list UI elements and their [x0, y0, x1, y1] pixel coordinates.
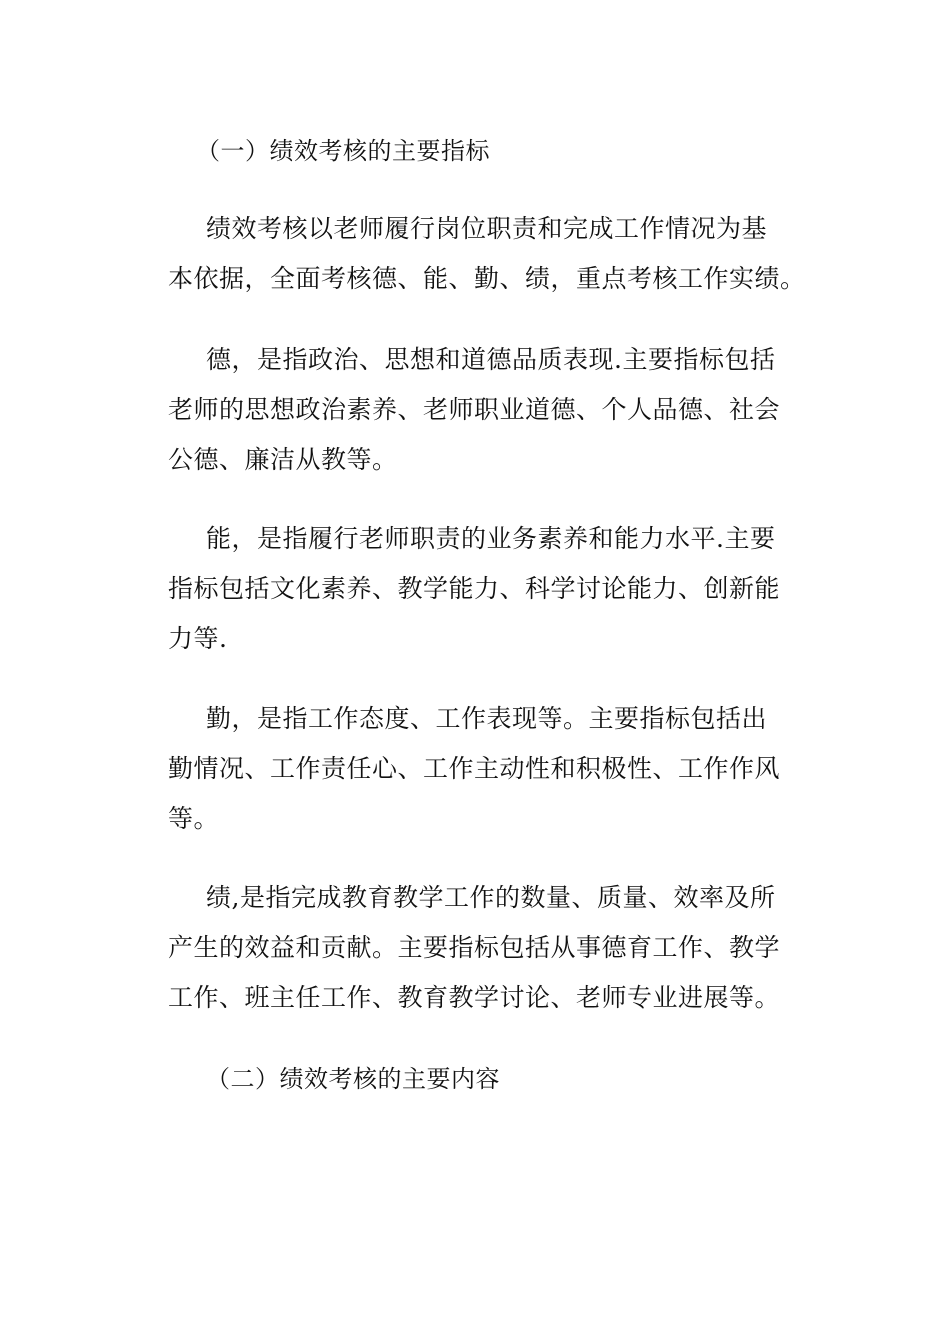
paragraph-1-line-1: 绩效考核以老师履行岗位职责和完成工作情况为基 — [206, 214, 768, 243]
paragraph-4-line-1: 勤，是指工作态度、工作表现等。主要指标包括出 — [206, 704, 768, 733]
paragraph-5-line-1: 绩,是指完成教育教学工作的数量、质量、效率及所 — [206, 883, 776, 912]
paragraph-2-line-2: 老师的思想政治素养、老师职业道德、个人品德、社会 — [168, 395, 781, 424]
paragraph-3-line-1: 能，是指履行老师职责的业务素养和能力水平.主要 — [206, 524, 776, 553]
paragraph-2-line-3: 公德、廉洁从教等。 — [168, 445, 398, 474]
section-heading-1: （一）绩效考核的主要指标 — [196, 137, 490, 165]
paragraph-2-line-1: 德，是指政治、思想和道德品质表现.主要指标包括 — [206, 345, 776, 374]
paragraph-1-line-2: 本依据，全面考核德、能、勤、绩，重点考核工作实绩。 — [168, 264, 806, 293]
section-heading-2: （二）绩效考核的主要内容 — [206, 1065, 500, 1093]
paragraph-4-line-2: 勤情况、工作责任心、工作主动性和积极性、工作作风 — [168, 754, 781, 783]
paragraph-3-line-2: 指标包括文化素养、教学能力、科学讨论能力、创新能 — [168, 574, 781, 603]
paragraph-5-line-3: 工作、班主任工作、教育教学讨论、老师专业进展等。 — [168, 983, 781, 1012]
paragraph-5-line-2: 产生的效益和贡献。主要指标包括从事德育工作、教学 — [168, 933, 781, 962]
paragraph-4-line-3: 等。 — [168, 804, 220, 833]
paragraph-3-line-3: 力等. — [168, 624, 228, 653]
